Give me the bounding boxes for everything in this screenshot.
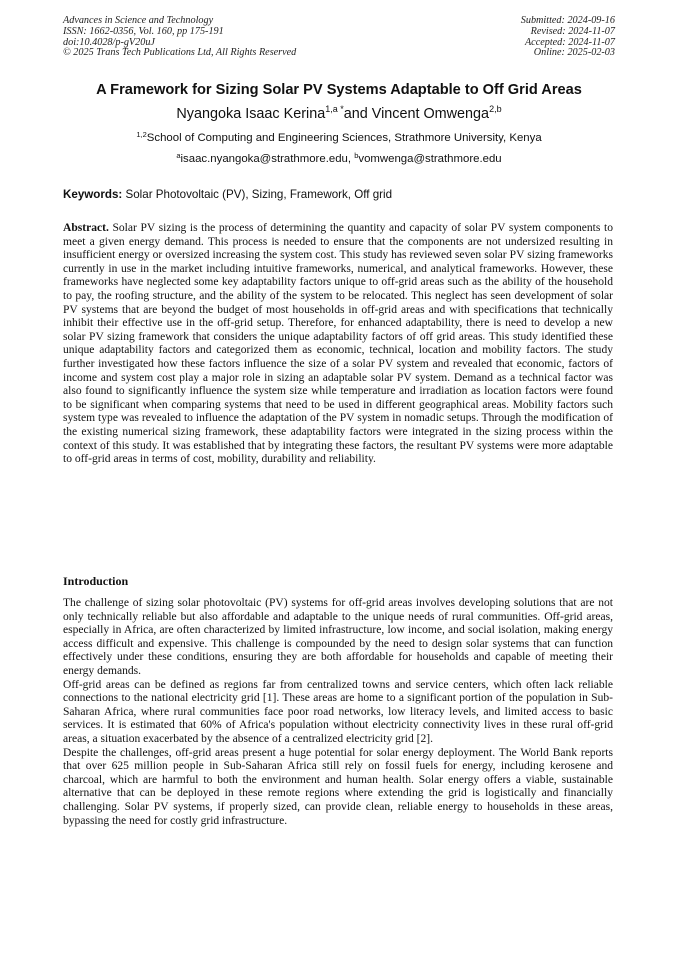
author-line (0, 106, 678, 122)
revised-date: Revised: 2024-11-07 (530, 25, 615, 37)
journal-name: Advances in Science and Technology (63, 15, 214, 26)
introduction-body (63, 597, 613, 828)
email-a-superscript: a (176, 151, 181, 160)
keywords-label: Keywords: (63, 188, 123, 201)
submitted-date: Submitted: 2024-09-16 (520, 15, 615, 26)
intro-paragraph-1: The challenge of sizing solar photovoltaic (PV) systems for off-grid areas involves developing solutions that are not only technically reliable but also affordable and adaptable to the unique needs of rural communities. Off-grid areas, especially in Africa, are often characterized by limited infrastructure, low income, and social isolation, making energy access difficult and expensive. This challenge is compounded by the need to design solar systems that can function effectively under these conditions, ensuring they are both affordable for households and capable of meeting their energy demands. (63, 597, 613, 677)
email-b[interactable]: vomwenga@strathmore.edu (358, 153, 502, 165)
introduction-heading: Introduction (63, 574, 129, 588)
author-joiner: and Vincent Omwenga (343, 106, 490, 122)
header-right (521, 16, 615, 59)
affiliation-line (0, 132, 678, 144)
affiliation-superscript: 1,2 (136, 130, 147, 139)
email-a[interactable]: isaac.nyangoka@strathmore.edu, (180, 153, 355, 165)
paper-title: A Framework for Sizing Solar PV Systems Adaptable to Off Grid Areas (96, 82, 582, 98)
author-1-superscript: 1,a * (325, 104, 344, 114)
abstract-paragraph (63, 222, 613, 467)
doi-line: doi:10.4028/p-gV20uJ (63, 36, 155, 48)
online-date: Online: 2025-02-03 (533, 47, 615, 59)
keywords-line (63, 188, 392, 201)
author-1-name: Nyangoka Isaac Kerina (176, 106, 326, 122)
intro-paragraph-3: Despite the challenges, off-grid areas present a huge potential for solar energy deployment. The World Bank reports that over 625 million people in Sub-Saharan Africa still rely on fossil fuels for energy, including kerosene and charcoal, which are harmful to both the environment and human health. Solar energy offers a viable, sustainable alternative that can be deployed in these remote regions where extending the grid is logistically and financially challenging. Solar PV systems, if properly sized, can provide clean, reliable energy to households in these areas, bypassing the need for costly grid infrastructure. (63, 746, 613, 827)
abstract-label: Abstract. (63, 222, 109, 234)
copyright-line: © 2025 Trans Tech Publications Ltd, All Rights Reserved (63, 47, 297, 59)
affiliation-text: School of Computing and Engineering Sciences, Strathmore University, Kenya (146, 132, 542, 144)
abstract-text: Solar PV sizing is the process of determining the quantity and capacity of solar PV system components to meet a given energy demand. This process is needed to ensure that the components are not undersized resulting in insufficient energy or oversized increasing the system cost. This study has reviewed seven solar PV sizing frameworks currently in use in the market including intuitive frameworks, numerical, and analytical frameworks. However, these frameworks have neglected some key adaptability factors unique to off-grid areas such as the ability of the household to pay, the roofing structure, and the ability of the system to be relocated. This neglect has seen development of solar PV systems that are beyond the budget of most households in off-grid areas and with specifications that technically inhibit their effective use in the off-grid setup. Therefore, for enhanced adaptability, there is need to develop a new solar PV sizing framework that considers the unique adaptability factors of off grid areas. This study identified these unique adaptability factors and categorized them as economic, technical, location and mobility factors. The study further investigated how these factors influence the size of a solar PV system and revealed that economic, factors of income and system cost play a major role in sizing an adaptable solar PV system. Demand as a technical factor was also found to significantly influence the system size while temperature and irradiation as location factors were found to be significant when comparing systems that need to be used in different geographical areas. Mobility factors such system type was revealed to influence the adaptation of the PV system in nomadic setups. Through the modification of the existing numerical sizing framework, these adaptability factors were integrated in the sizing process within the context of this study. It was established that by integrating these factors, the resultant PV systems were more adaptable to off-grid areas in terms of cost, mobility, durability and reliability. (63, 222, 613, 466)
keywords-text: Solar Photovoltaic (PV), Sizing, Framework, Off grid (122, 188, 393, 201)
intro-paragraph-2: Off-grid areas can be defined as regions far from centralized towns and service centers, which often lack reliable connections to the national electricity grid [1]. These areas are home to a significant portion of the population in Sub-Saharan Africa, where rural communities face poor road networks, low literacy levels, and limited access to basic services. It is estimated that 60% of Africa's population without electricity connectivity lives in these rural off-grid areas, a situation exacerbated by the absence of a centralized electricity grid [2]. (63, 678, 613, 745)
issn-line: ISSN: 1662-0356, Vol. 160, pp 175-191 (63, 25, 224, 37)
email-line (0, 153, 678, 165)
email-b-superscript: b (354, 151, 359, 160)
header-left (63, 16, 296, 59)
author-2-superscript: 2,b (489, 104, 502, 114)
accepted-date: Accepted: 2024-11-07 (524, 36, 615, 48)
